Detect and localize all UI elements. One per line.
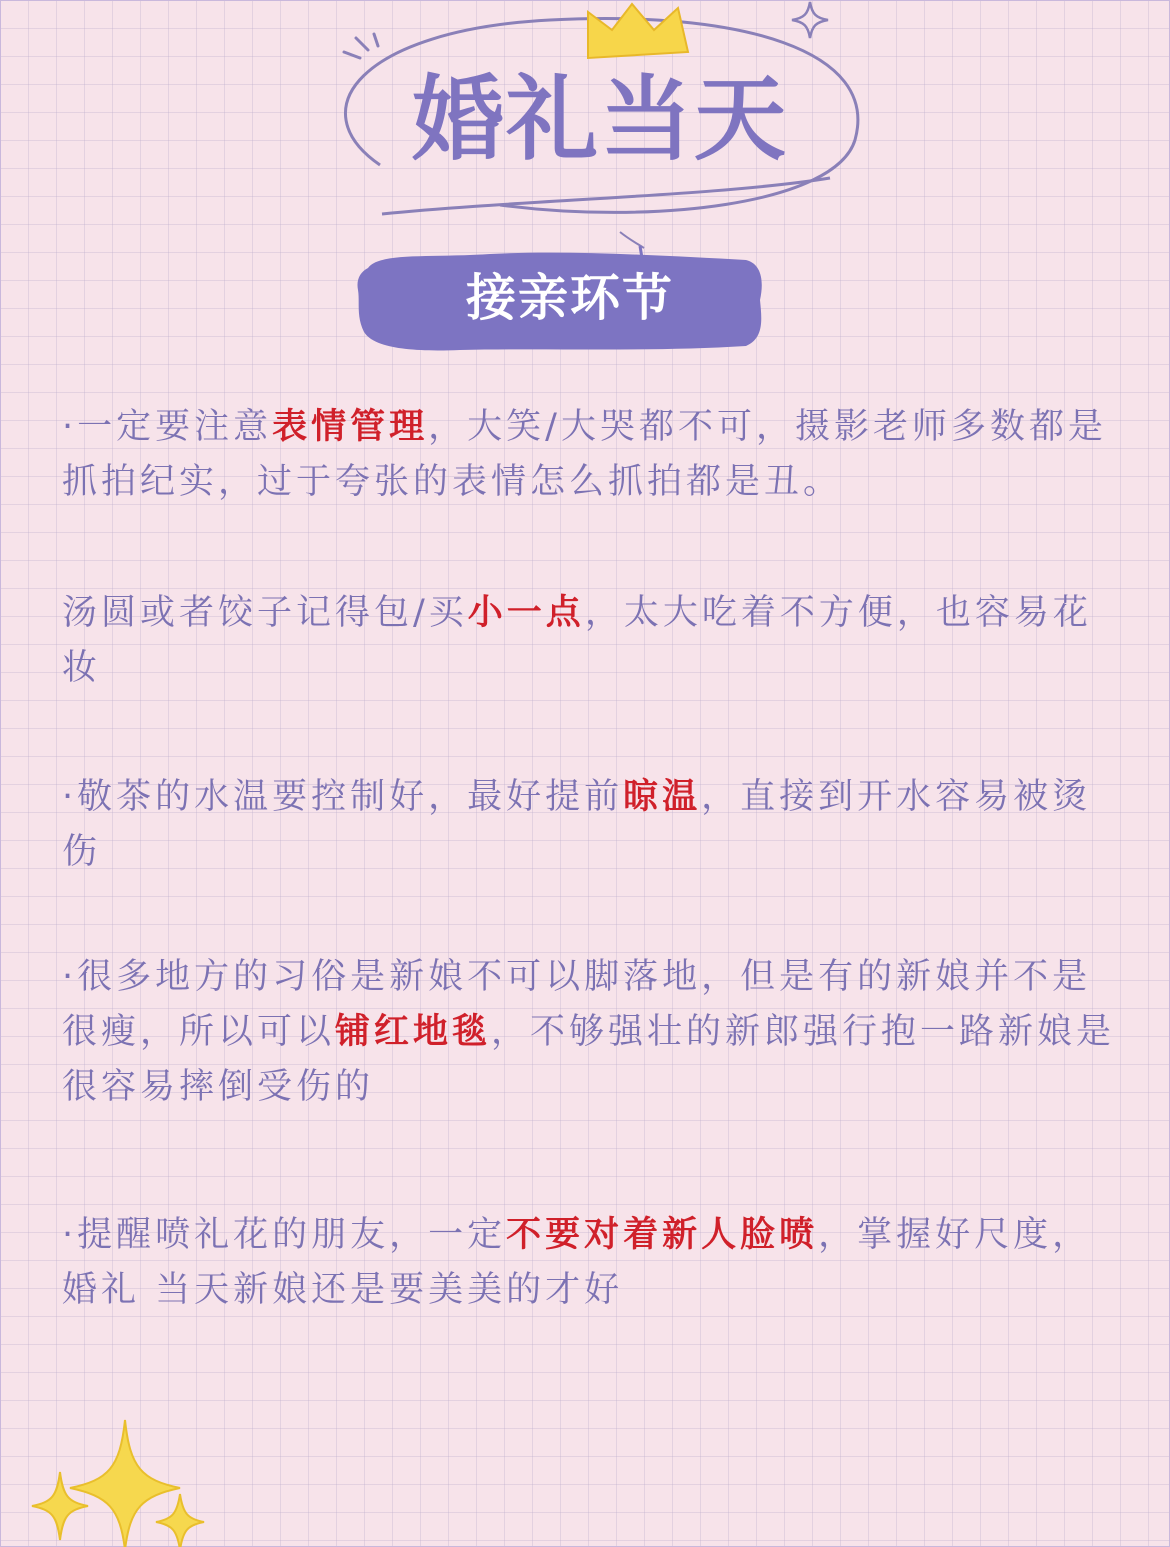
tip-text: ，直接到开水容易被烫伤: [62, 777, 1092, 872]
tip-paragraph: [62, 770, 1122, 880]
tip-highlight: 小一点: [467, 593, 585, 633]
tip-text: ，掌握好尺度，婚礼 当天新娘还是要美美的才好: [62, 1215, 1092, 1310]
tip-text: ，大笑/大哭都不可，摄影老师多数都是抓拍纪实，过于夸张的表情怎么抓拍都是丑。: [62, 407, 1107, 502]
page-title: 婚礼当天: [411, 66, 788, 173]
tip-text: ·提醒喷礼花的朋友，一定: [62, 1215, 507, 1255]
section-subtitle: 接亲环节: [466, 269, 674, 327]
tip-text: ·一定要注意: [62, 407, 273, 447]
tip-highlight: 表情管理: [272, 407, 429, 447]
tip-paragraph: [62, 586, 1122, 696]
tip-highlight: 不要对着新人脸喷: [506, 1215, 819, 1255]
tip-text: ·敬茶的水温要控制好，最好提前: [62, 777, 624, 817]
tip-highlight: 铺红地毯: [335, 1012, 492, 1052]
sparkles-icon: [30, 1410, 220, 1547]
tip-paragraph: [62, 950, 1122, 1115]
tip-text: ，不够强壮的新郎强行抱一路新娘是很容易摔倒受伤的: [62, 1012, 1116, 1107]
tip-text: 汤圆或者饺子记得包/买: [62, 593, 468, 633]
tip-paragraph: [62, 400, 1122, 510]
tip-paragraph: [62, 1208, 1122, 1318]
tip-text: ·很多地方的习俗是新娘不可以脚落地，但是有的新娘并不是很瘦，所以可以: [62, 957, 1092, 1052]
sparkle-star-icon: [792, 2, 828, 38]
tip-highlight: 晾温: [623, 777, 702, 817]
tip-text: ，太大吃着不方便，也容易花妆: [62, 593, 1092, 688]
